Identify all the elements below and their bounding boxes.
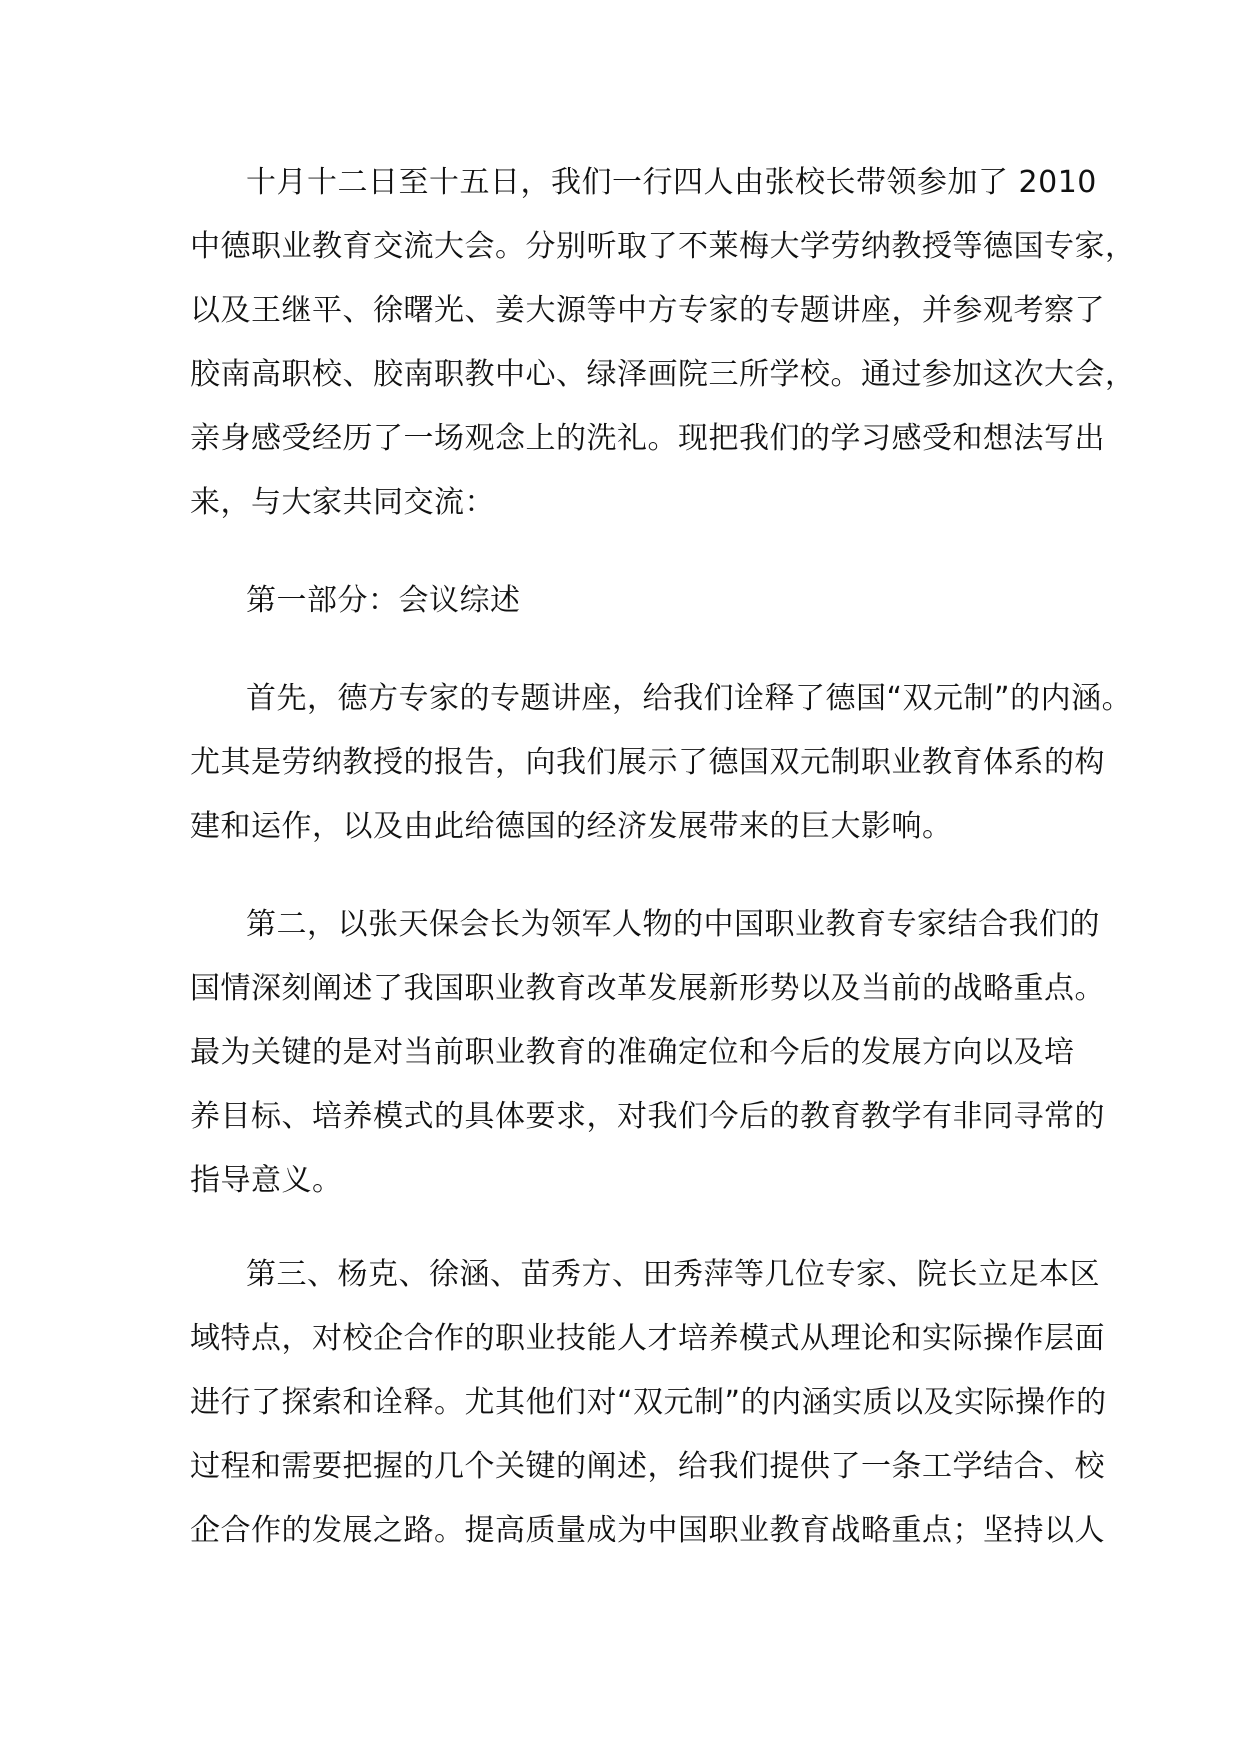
text-line: 建和运作，以及由此给德国的经济发展带来的巨大影响。 (190, 809, 953, 844)
text-line: 养目标、培养模式的具体要求，对我们今后的教育教学有非同寻常的 (190, 1099, 1105, 1134)
paragraph-intro (190, 151, 1136, 535)
paragraph-second (190, 893, 1105, 1213)
section-heading (190, 569, 1070, 633)
text-line: 最为关键的是对当前职业教育的准确定位和今后的发展方向以及培 (190, 1035, 1075, 1070)
paragraph-third (190, 1243, 1107, 1563)
text-line: 第三、杨克、徐涵、苗秀方、田秀萍等几位专家、院长立足本区 (246, 1257, 1100, 1292)
text-line: 来，与大家共同交流： (190, 485, 495, 520)
text-line: 尤其是劳纳教授的报告，向我们展示了德国双元制职业教育体系的构 (190, 745, 1105, 780)
text-line: 亲身感受经历了一场观念上的洗礼。现把我们的学习感受和想法写出 (190, 421, 1105, 456)
text-line: 域特点，对校企合作的职业技能人才培养模式从理论和实际操作层面 (190, 1321, 1105, 1356)
text-line: 首先，德方专家的专题讲座，给我们诠释了德国“双元制”的内涵。 (246, 681, 1133, 716)
text-line: 以及王继平、徐曙光、姜大源等中方专家的专题讲座，并参观考察了 (190, 293, 1105, 328)
text-line: 进行了探索和诠释。尤其他们对“双元制”的内涵实质以及实际操作的 (190, 1385, 1107, 1420)
text-line: 第二，以张天保会长为领军人物的中国职业教育专家结合我们的 (246, 907, 1100, 942)
section-title: 第一部分：会议综述 (246, 583, 521, 618)
text-line: 指导意义。 (190, 1163, 343, 1198)
text-line: 企合作的发展之路。提高质量成为中国职业教育战略重点；坚持以人 (190, 1513, 1105, 1548)
text-line: 十月十二日至十五日，我们一行四人由张校长带领参加了 2010 (246, 165, 1097, 200)
text-line: 中德职业教育交流大会。分别听取了不莱梅大学劳纳教授等德国专家， (190, 229, 1136, 264)
text-line: 国情深刻阐述了我国职业教育改革发展新形势以及当前的战略重点。 (190, 971, 1105, 1006)
paragraph-first (190, 667, 1133, 859)
text-line: 过程和需要把握的几个关键的阐述，给我们提供了一条工学结合、校 (190, 1449, 1105, 1484)
text-line: 胶南高职校、胶南职教中心、绿泽画院三所学校。通过参加这次大会， (190, 357, 1136, 392)
